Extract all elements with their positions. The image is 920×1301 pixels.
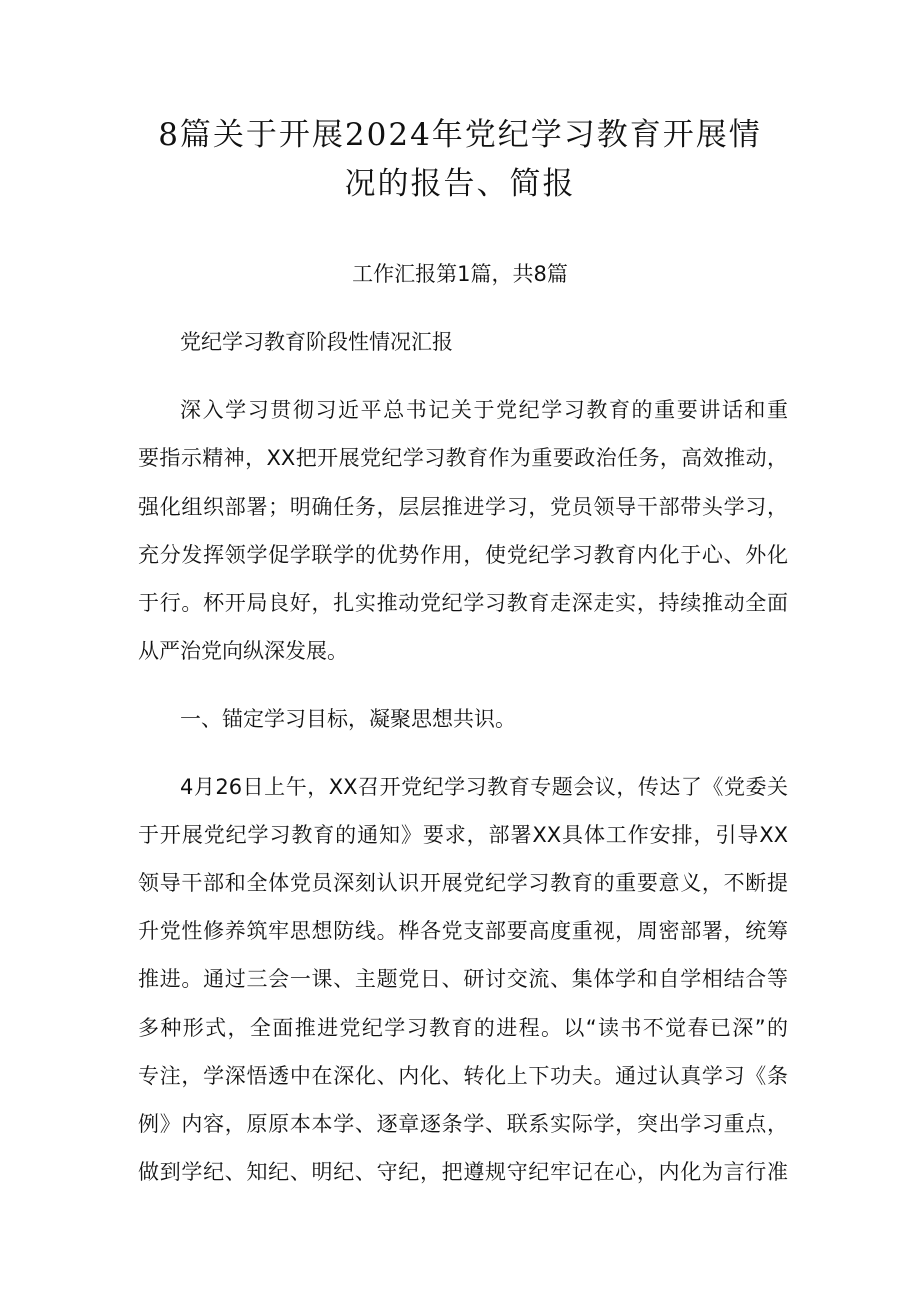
paragraph-1-line: 充分发挥领学促学联学的优势作用，使党纪学习教育内化于心、外化 <box>138 543 788 567</box>
paragraph-1-line: 深入学习贯彻习近平总书记关于党纪学习教育的重要讲话和重 <box>180 398 788 422</box>
paragraph-2-line: 升党性修养筑牢思想防线。桦各党支部要高度重视，周密部署，统筹 <box>138 919 788 943</box>
paragraph-1-line: 从严治党向纵深发展。 <box>138 639 348 663</box>
paragraph-1-line: 要指示精神，XX把开展党纪学习教育作为重要政治任务，高效推动， <box>138 446 788 470</box>
document-title-line-2: 况的报告、简报 <box>344 166 576 202</box>
document-subtitle: 工作汇报第1篇，共8篇 <box>352 262 568 286</box>
section-title: 党纪学习教育阶段性情况汇报 <box>180 330 453 354</box>
section-heading-1: 一、锚定学习目标，凝聚思想共识。 <box>180 707 516 731</box>
document-title-line-1: 8篇关于开展2024年党纪学习教育开展情 <box>158 117 762 153</box>
paragraph-2-line: 例》内容，原原本本学、逐章逐条学、联系实际学，突出学习重点， <box>138 1112 788 1136</box>
paragraph-1-line: 于行。杯开局良好，扎实推动党纪学习教育走深走实，持续推动全面 <box>138 591 788 615</box>
paragraph-2-line: 推进。通过三会一课、主题党日、研讨交流、集体学和自学相结合等 <box>138 967 788 991</box>
paragraph-2-line: 4月26日上午，XX召开党纪学习教育专题会议，传达了《党委关 <box>180 775 788 799</box>
paragraph-1-line: 强化组织部署；明确任务，层层推进学习，党员领导干部带头学习， <box>138 495 788 519</box>
paragraph-2-line: 多种形式，全面推进党纪学习教育的进程。以“读书不觉春已深”的 <box>138 1016 788 1040</box>
paragraph-2-line: 做到学纪、知纪、明纪、守纪，把遵规守纪牢记在心，内化为言行准 <box>138 1160 788 1184</box>
paragraph-2-line: 领导干部和全体党员深刻认识开展党纪学习教育的重要意义，不断提 <box>138 871 788 895</box>
paragraph-2-line: 于开展党纪学习教育的通知》要求，部署XX具体工作安排，引导XX <box>138 823 788 847</box>
paragraph-2-line: 专注，学深悟透中在深化、内化、转化上下功夫。通过认真学习《条 <box>138 1064 788 1088</box>
